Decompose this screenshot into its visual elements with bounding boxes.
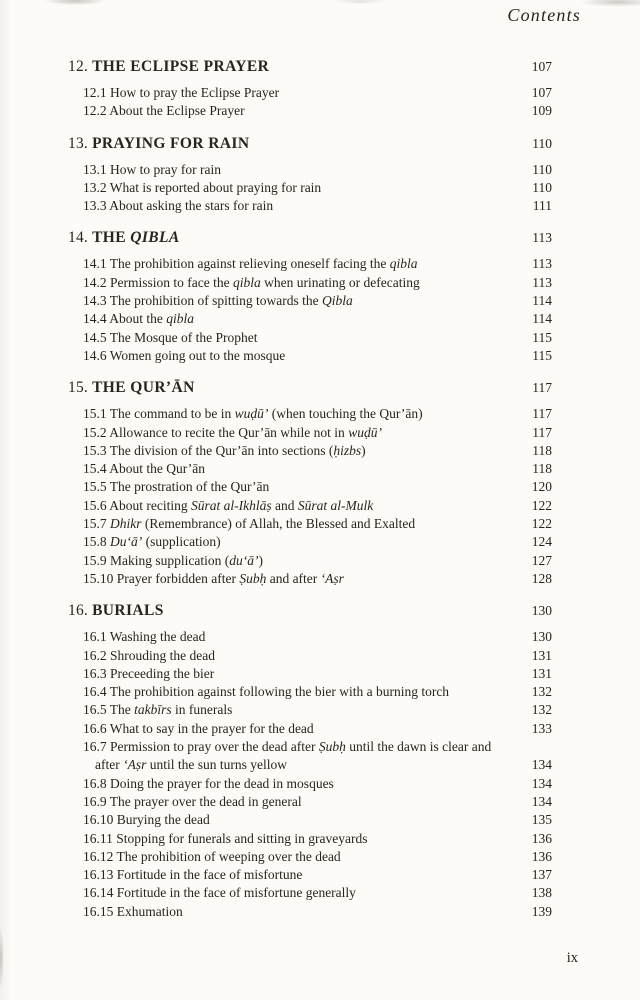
chapter-heading [68,378,516,398]
toc-entry-label [83,347,516,365]
toc-entry-page-number: 120 [531,479,552,495]
transliterated-term: Dhikr [110,516,142,532]
chapter-page-number: 130 [531,603,552,619]
chapter-entries [83,84,552,121]
chapter-title [92,602,164,619]
text-segment: 16.12 The prohibition of weeping over the dead [83,848,341,864]
transliterated-term: qibla [232,274,261,290]
transliterated-term: takbīrs [134,702,172,718]
text-segment: 15.8 [83,534,110,550]
toc-entry-row [83,775,552,793]
toc-entry-label [83,102,516,120]
toc-entry-page-number: 111 [532,198,552,214]
text-segment: (when touching the Qur’ān) [268,406,423,422]
toc-entry-page-number: 117 [532,406,552,422]
transliterated-term: ‘Aṣr [320,570,344,586]
chapter-number: 12. [68,58,93,75]
text-segment: ) [258,552,263,568]
toc-entry-row [83,683,552,701]
toc-entry-row [83,665,552,683]
text-segment: 13.3 About asking the stars for rain [83,198,274,214]
toc-entry-row [83,884,552,902]
text-segment: PRAYING FOR RAIN [92,134,250,152]
toc-entry-row [83,274,552,292]
toc-entry-page-number: 132 [531,702,552,718]
folio-page-number: ix [566,950,578,966]
text-segment: 13.1 How to pray for rain [83,161,221,177]
toc-entry-page-number: 113 [532,256,552,272]
toc-entry-label [83,442,516,460]
toc-section [68,134,552,216]
chapter-heading-row [68,601,552,621]
toc-entry-row [83,347,552,365]
toc-entry-label [83,329,516,347]
toc-entry-row [83,628,552,646]
text-segment: 14.4 About the [83,311,167,327]
toc-section [68,228,552,365]
toc-entry-label [83,793,516,811]
text-segment: 15.4 About the Qur’ān [83,461,205,477]
transliterated-term: ‘Aṣr [123,757,147,773]
toc-entry-row [83,102,552,120]
toc-entry-row [83,329,552,347]
chapter-entries [83,255,552,365]
toc-entry-label [83,683,516,701]
text-segment: 16.8 Doing the prayer for the dead in mosques [83,775,334,791]
text-segment: 15.2 Allowance to recite the Qur’ān while not in [83,424,349,440]
text-segment: THE ECLIPSE PRAYER [92,58,270,75]
toc-entry-page-number: 137 [531,867,552,883]
text-segment: 16.15 Exhumation [83,903,183,919]
toc-entry-label [83,811,516,829]
toc-entry-page-number: 114 [532,311,552,327]
chapter-number: 13. [68,134,93,152]
toc-section [68,378,552,588]
toc-entry-label [83,310,516,328]
toc-entry-row [83,179,552,197]
chapter-entries [83,405,552,588]
toc-entry-label [83,903,516,921]
toc-entry-page-number: 110 [532,161,552,177]
toc-entry-row [83,533,552,551]
chapter-heading [68,228,516,248]
text-segment: 16.13 Fortitude in the face of misfortune [83,867,303,883]
text-segment: 14.1 The prohibition against relieving oneself facing the [83,256,390,272]
toc-entry-page-number: 115 [532,329,552,345]
text-segment: in funerals [171,702,233,718]
text-segment: THE [92,229,131,247]
toc-entry-label [83,720,516,738]
text-segment: 14.5 The Mosque of the Prophet [83,329,258,345]
chapter-page-number: 117 [532,380,552,396]
transliterated-term: Qibla [321,293,353,309]
text-segment: (Remembrance) of Allah, the Blessed and Exalted [141,516,416,532]
text-segment: 14.6 Women going out to the mosque [83,347,286,363]
chapter-page-number: 110 [532,135,552,151]
toc-entry-label [83,848,516,866]
text-segment: 16.7 Permission to pray over the dead after [83,739,319,755]
toc-entry-row [83,478,552,496]
toc-entry-page-number: 113 [532,274,552,290]
toc-entry-row [83,848,552,866]
toc-entry-row [83,460,552,478]
chapter-number: 16. [68,602,93,620]
toc-entry-label [83,647,516,665]
chapter-heading-row [68,378,552,398]
toc-entry-label [83,497,516,515]
text-segment: 16.2 Shrouding the dead [83,647,215,663]
toc-entry-page-number: 130 [531,629,552,645]
chapter-number: 14. [68,229,93,247]
toc-entry-row [83,292,552,310]
toc-entry-row [83,738,552,775]
chapter-title [92,229,180,246]
toc-entry-row [83,793,552,811]
text-segment: (supplication) [142,534,221,550]
text-segment: 15.10 Prayer forbidden after [83,570,240,586]
text-segment: 16.5 The [83,702,135,718]
toc-entry-page-number: 128 [531,570,552,586]
text-segment: 15.7 [83,516,110,532]
text-segment: until the sun turns yellow [146,757,287,773]
toc-entry-label [83,197,516,215]
transliterated-term: qibla [166,311,195,327]
transliterated-term: Sūrat al-Mulk [297,497,374,513]
chapter-heading [68,57,516,77]
text-segment: 16.9 The prayer over the dead in general [83,793,302,809]
toc-entry-page-number: 118 [532,461,552,477]
toc-entry-label [83,665,516,683]
text-segment: 14.2 Permission to face the [83,274,233,290]
toc-entry-row [83,866,552,884]
text-segment: and [271,497,298,513]
running-header: Contents [507,5,581,25]
toc-entry-row [83,903,552,921]
text-segment: 16.10 Burying the dead [83,812,210,828]
toc-entry-row [83,811,552,829]
text-segment: THE QUR’ĀN [92,379,195,397]
toc-entry-row [83,570,552,588]
text-segment: when urinating or defecating [260,274,420,290]
chapter-number: 15. [68,379,93,397]
text-segment: 16.3 Preceeding the bier [83,665,215,681]
chapter-entries [83,628,552,921]
transliterated-term: Du‘ā’ [110,534,143,550]
toc-entry-page-number: 131 [531,647,552,663]
toc-entry-row [83,497,552,515]
toc-entry-page-number: 122 [531,497,552,513]
toc-entry-label [83,478,516,496]
toc-entry-label [83,738,516,775]
toc-entry-row [83,197,552,215]
toc-entry-page-number: 135 [531,812,552,828]
toc-entry-label [83,866,516,884]
toc-entry-label [83,460,516,478]
toc-entry-row [83,405,552,423]
transliterated-term: wuḍū’ [234,406,269,422]
chapter-page-number: 107 [531,59,552,74]
toc-entry-page-number: 134 [531,793,552,809]
toc-entry-label [83,515,516,533]
chapter-heading [68,134,516,154]
toc-entry-label [83,628,516,646]
toc-entry-page-number: 114 [532,293,552,309]
toc-entry-page-number: 131 [531,665,552,681]
text-segment: BURIALS [92,602,164,620]
toc-entry-label [83,274,516,292]
chapter-heading [68,601,516,621]
text-segment: 16.11 Stopping for funerals and sitting in graveyards [83,830,368,846]
toc-entry-label [83,292,516,310]
toc-entry-label [83,701,516,719]
text-segment: 16.1 Washing the dead [83,629,206,645]
toc-entry-page-number: 138 [531,885,552,901]
text-segment: until the dawn is clear and after [95,739,492,773]
text-segment: 15.3 The division of the Qur’ān into sections ( [83,442,334,458]
chapter-title [92,58,269,75]
toc-entry-label [83,775,516,793]
toc-entry-row [83,424,552,442]
text-segment: 12.1 How to pray the Eclipse Prayer [83,85,280,100]
toc-entry-row [83,720,552,738]
toc-entry-row [83,161,552,179]
toc-entry-label [83,255,516,273]
chapter-heading-row [68,228,552,248]
transliterated-term: Sūrat al-Ikhlāṣ [191,497,272,513]
text-segment: 13.2 What is reported about praying for rain [83,179,322,195]
toc-entry-label [83,179,516,197]
toc-entry-row [83,552,552,570]
chapter-title [92,135,249,152]
toc-entry-row [83,701,552,719]
transliterated-term: Ṣubḥ [239,570,267,586]
toc-entry-label [83,533,516,551]
toc-entry-page-number: 134 [531,775,552,791]
toc-entry-page-number: 109 [531,103,552,119]
toc-entry-page-number: 139 [531,903,552,919]
chapter-heading-row [68,57,552,77]
toc-entry-row [83,442,552,460]
text-segment: 16.4 The prohibition against following the bier with a burning torch [83,684,450,700]
chapter-title [92,379,195,396]
toc-entry-page-number: 136 [531,830,552,846]
text-segment: 12.2 About the Eclipse Prayer [83,103,245,119]
text-segment: 16.6 What to say in the prayer for the dead [83,720,314,736]
text-segment: and after [266,570,321,586]
toc-entry-page-number: 122 [531,516,552,532]
toc-entry-page-number: 117 [532,424,552,440]
chapter-page-number: 113 [532,230,552,246]
toc-entry-page-number: 133 [531,720,552,736]
toc-entry-label [83,552,516,570]
toc-entry-label [83,570,516,588]
transliterated-term: Ṣubḥ [318,739,346,755]
toc-entry-row [83,647,552,665]
toc-entry-row [83,830,552,848]
toc-entry-page-number: 110 [532,179,552,195]
toc-entry-label [83,161,516,179]
text-segment: 16.14 Fortitude in the face of misfortune generally [83,885,356,901]
table-of-contents [68,57,552,934]
text-segment: 15.5 The prostration of the Qur’ān [83,479,270,495]
toc-entry-page-number: 132 [531,684,552,700]
toc-entry-page-number: 118 [532,442,552,458]
toc-entry-page-number: 127 [531,552,552,568]
toc-entry-row [83,310,552,328]
toc-section [68,57,552,121]
transliterated-term: du‘ā’ [229,552,259,568]
text-segment: ) [361,442,366,458]
toc-entry-label [83,424,516,442]
toc-entry-row [83,515,552,533]
toc-entry-page-number: 107 [531,85,552,100]
transliterated-term: ḥizbs [333,442,362,458]
toc-entry-label [83,84,516,102]
toc-entry-page-number: 124 [531,534,552,550]
text-segment: 15.1 The command to be in [83,406,235,422]
text-segment: 14.3 The prohibition of spitting towards the [83,293,322,309]
toc-section [68,601,552,921]
toc-entry-page-number: 134 [531,757,552,773]
transliterated-term: wuḍū’ [348,424,382,440]
transliterated-term: QIBLA [130,229,180,247]
text-segment: 15.9 Making supplication ( [83,552,230,568]
toc-entry-label [83,405,516,423]
toc-entry-label [83,884,516,902]
chapter-entries [83,161,552,216]
toc-entry-page-number: 115 [532,347,552,363]
toc-entry-row [83,84,552,102]
toc-entry-page-number: 136 [531,848,552,864]
transliterated-term: qibla [389,256,418,272]
toc-entry-row [83,255,552,273]
text-segment: 15.6 About reciting [83,497,191,513]
toc-entry-label [83,830,516,848]
chapter-heading-row [68,134,552,154]
